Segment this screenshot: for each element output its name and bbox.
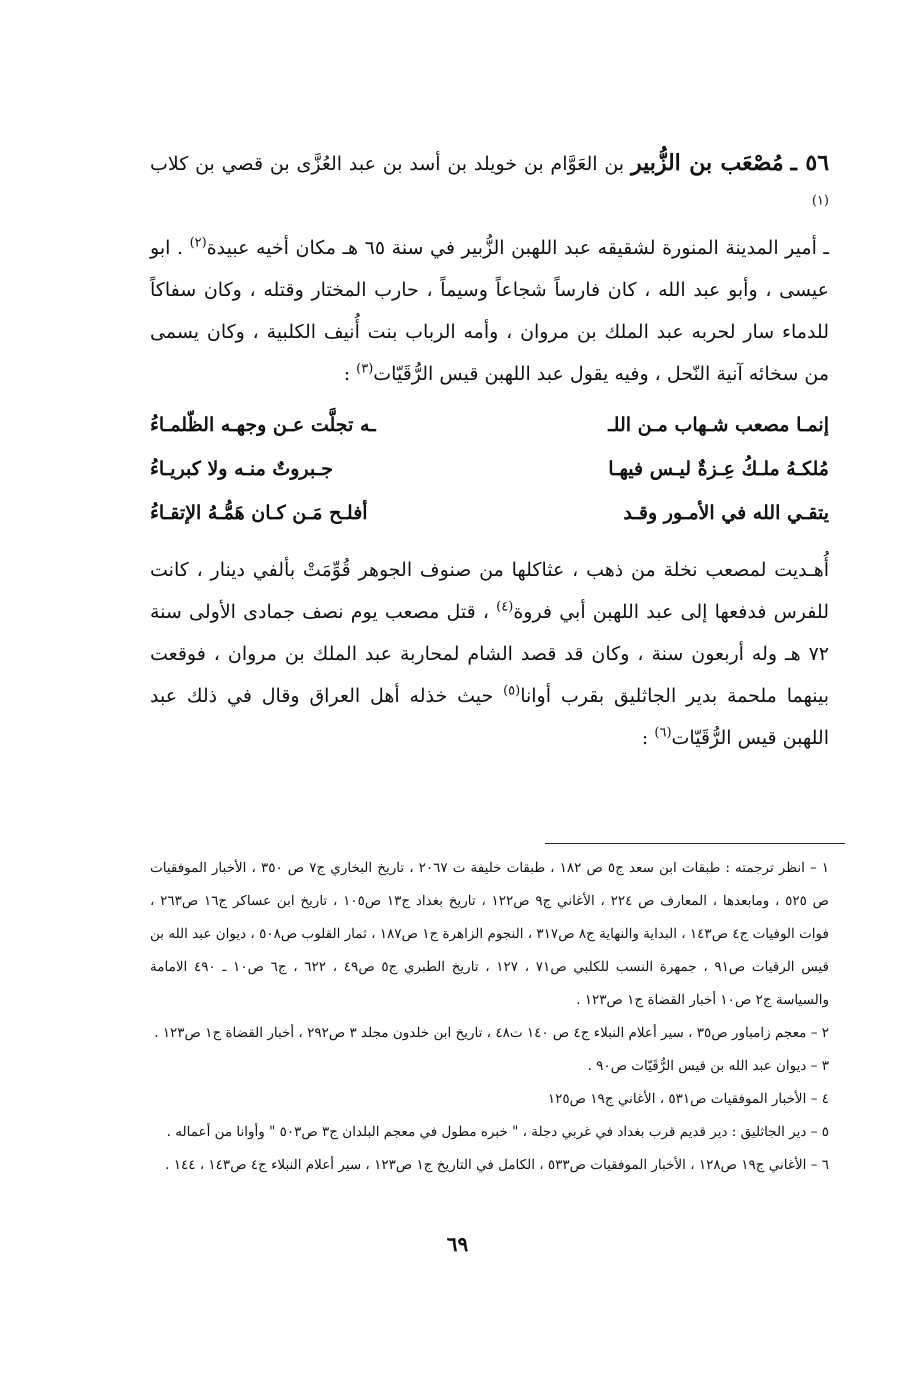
footnote-ref[interactable]: (٣) <box>356 361 374 377</box>
footnote <box>150 1149 829 1182</box>
footnote-number: ٢ – <box>810 1025 829 1041</box>
footnote-text: معجم زامباور ص٣٥ ، سير أعلام النبلاء ج٤ ص ١٤٠ ت٤٨ ، تاريخ ابن خلدون مجلد ٣ ص٢٩٢ ، أخبار القضاة ج١ ص١٢٣ . <box>154 1025 807 1041</box>
footnote <box>150 1116 829 1149</box>
footnote-number: ٣ – <box>810 1058 829 1074</box>
footnote-number: ٥ – <box>810 1124 829 1140</box>
footnote <box>150 1050 829 1083</box>
footnote-text: انظر ترجمته : طبقات ابن سعد ج٥ ص ١٨٢ ، طبقات خليفة ت ٢٠٦٧ ، تاريخ البخاري ج٧ ص ٣٥٠ ، الأخبار الموفقيات ص ٥٢٥ ، ومابعدها ، المعارف ص ٢٢٤ ، الأغاني ج٩ ص١٢٢ ، تاريخ بغداد ج١٣ ص١٠٥ ، تاريخ ابن عساكر ج١٦ ص٢٦٣ ، فوات الوفيات ج٤ ص١٤٣ ، البداية والنهاية ج٨ ص٣١٧ ، النجوم الزاهرة ج١ ص١٨٧ ، ثمار القلوب ص٥٠٨ ، ديوان عبد الله بن قيس الرقيات ص٩١ ، جمهرة النسب للكلبي ص٧١ ، ١٢٧ ، تاريخ الطبري ج٥ ص٤٩ ، ٦٢٢ ، ج٦ ص١٠ ـ ٤٩٠ الامامة والسياسة ج٢ ص١٠ أخبار القضاة ج١ ص١٢٣ . <box>150 860 829 1008</box>
verse-second-hemistich: جـبروتٌ منـه ولا كبريـاءُ <box>150 458 333 480</box>
verse-second-hemistich: أفلـح مَـن كـان هَمُّـهُ الإتقـاءُ <box>150 502 368 524</box>
footnote-number: ٦ – <box>810 1157 829 1173</box>
verse-first-hemistich: مُلكـهُ ملـكُ عِـزةٌ ليـس فيهـا <box>608 458 829 480</box>
poem-verse <box>150 491 829 535</box>
verse-first-hemistich: إنمـا مصعب شـهاب مـن اللـ <box>608 414 829 436</box>
verse-second-hemistich: ـه تجلَّت عـن وجهـه الظّلمـاءُ <box>150 414 376 436</box>
entry-heading <box>150 142 829 227</box>
footnote <box>150 1083 829 1116</box>
entry-number: ٥٦ ـ <box>790 150 830 176</box>
entry-lineage: بن العَوَّام بن خويلد بن أسد بن عبد العُزَّى بن قصي بن كلاب <box>150 153 625 175</box>
poem <box>150 403 829 535</box>
entry-name: مُصْعَب بن الزُّبير <box>630 150 784 176</box>
footnote-ref[interactable]: (٦) <box>654 725 672 741</box>
footnote-ref[interactable]: (٤) <box>496 599 514 615</box>
main-text <box>150 142 829 759</box>
footnote-number: ٤ – <box>810 1091 829 1107</box>
footnote-ref[interactable]: (١) <box>811 193 829 209</box>
poem-verse <box>150 403 829 447</box>
footnote-ref[interactable]: (٥) <box>503 683 521 699</box>
footnote-ref[interactable]: (٢) <box>189 235 207 251</box>
footnote <box>150 852 829 1017</box>
death-paragraph: أُهـديت لمصعب نخلة من ذهب ، عثاكلها من صنوف الجوهر قُوِّمَتْ بألفي دينار ، كانت للفرس فدفعها إلى عبد اللهبن أبي فروة$^{(٤)}$ ، قتل مصعب يوم نصف جمادى الأولى سنة ٧٢ هـ وله أربعون سنة ، وكان قد قصد الشام لمحاربة عبد الملك بن مروان ، فوقعت بينهما ملحمة بدير الجاثليق بقرب أوانا$^{(٥)}$ حيث خذله أهل العراق وقال في ذلك عبد اللهبن قيس الرُّقَيّات$^{(٦)}$ : <box>150 559 829 749</box>
footnote-text: ديوان عبد الله بن قيس الرُّقَيّات ص٩٠ . <box>587 1058 807 1074</box>
poem-verse <box>150 447 829 491</box>
footnote-number: ١ – <box>809 860 830 876</box>
verse-first-hemistich: يتقـي الله في الأمـور وقـد <box>623 502 829 524</box>
footnote <box>150 1017 829 1050</box>
page-number: ٦٩ <box>446 1232 469 1256</box>
footnote-separator <box>545 843 845 844</box>
footnote-text: الأخبار الموفقيات ص٥٣١ ، الأغاني ج١٩ ص١٢٥ <box>547 1091 807 1107</box>
biography-paragraph: ـ أمير المدينة المنورة لشقيقه عبد اللهبن الزُّبير في سنة ٦٥ هـ مكان أخيه عبيدة$^{(٢)}$ . ابو عيسى ، وأبو عبد الله ، كان فارساً شجاعاً وسيماً ، حارب المختار وقتله ، وكان سفاكاً للدماء سار لحربه عبد الملك بن مروان ، وأمه الرباب بنت أُنيف الكلبية ، وكان يسمى من سخائه آنية النّحل ، وفيه يقول عبد اللهبن قيس الرُّقَيّات$^{(٣)}$ : <box>150 235 829 385</box>
footnote-text: دير الجاثليق : دير قديم قرب بغداد في غربي دجلة ، " خبره مطول في معجم البلدان ج٣ ص٥٠٣ " وأوانا من أعماله . <box>166 1124 807 1140</box>
footnotes <box>150 852 829 1182</box>
footnote-text: الأغاني ج١٩ ص١٢٨ ، الأخبار الموفقيات ص٥٣٣ ، الكامل في التاريخ ج١ ص١٢٣ ، سير أعلام النبلاء ج٤ ص١٤٣ ، ١٤٤ . <box>165 1157 807 1173</box>
